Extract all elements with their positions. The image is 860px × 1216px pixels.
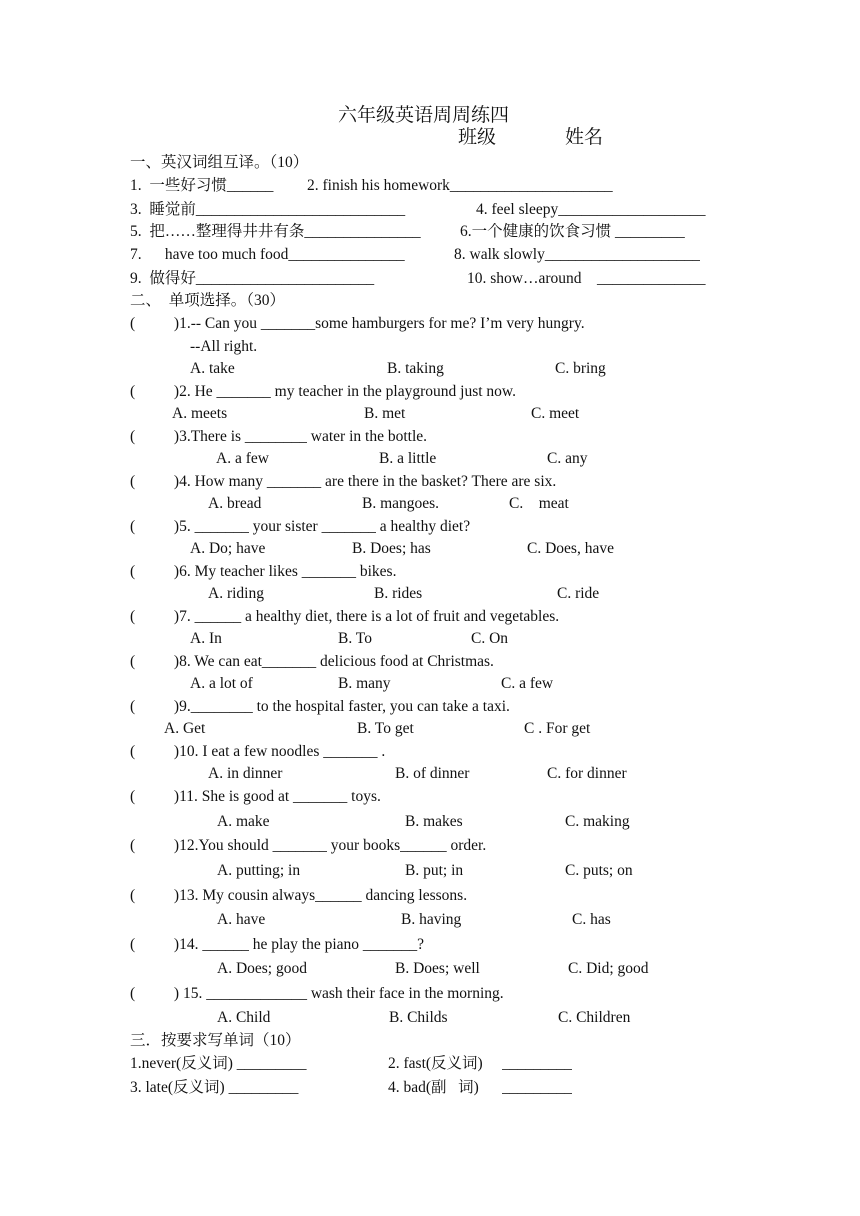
question-2: ( )2. He _______ my teacher in the playground just now. bbox=[130, 383, 516, 400]
q2-option-b: B. met bbox=[364, 405, 406, 422]
question-11: ( )11. She is good at _______ toys. bbox=[130, 788, 381, 805]
q15-option-a: A. Child bbox=[217, 1009, 271, 1026]
q10-option-b: B. of dinner bbox=[395, 765, 470, 782]
question-5: ( )5. _______ your sister _______ a healthy diet? bbox=[130, 518, 471, 535]
section3-heading: 三．按要求写单词（10） bbox=[130, 1032, 301, 1049]
question-9: ( )9.________ to the hospital faster, you can take a taxi. bbox=[130, 698, 510, 715]
q3-option-c: C. any bbox=[547, 450, 588, 467]
s1-item-10: 10. show…around ______________ bbox=[467, 270, 706, 287]
q9-option-c: C . For get bbox=[524, 720, 591, 737]
q14-option-b: B. Does; well bbox=[395, 960, 480, 977]
q8-option-c: C. a few bbox=[501, 675, 554, 692]
name-label: 姓名 bbox=[565, 127, 604, 148]
question-4: ( )4. How many _______ are there in the basket? There are six. bbox=[130, 473, 557, 490]
q1-option-c: C. bring bbox=[555, 360, 606, 377]
q13-option-a: A. have bbox=[217, 911, 266, 928]
question-12: ( )12.You should _______ your books______ order. bbox=[130, 837, 487, 854]
q3-option-a: A. a few bbox=[216, 450, 269, 467]
q5-option-a: A. Do; have bbox=[190, 540, 266, 557]
q11-option-a: A. make bbox=[217, 813, 270, 830]
question-10: ( )10. I eat a few noodles _______ . bbox=[130, 743, 386, 760]
s1-item-8: 8. walk slowly____________________ bbox=[454, 246, 700, 263]
q8-option-a: A. a lot of bbox=[190, 675, 253, 692]
q6-option-a: A. riding bbox=[208, 585, 264, 602]
s1-item-6: 6.一个健康的饮食习惯 _________ bbox=[460, 223, 685, 240]
question-7: ( )7. ______ a healthy diet, there is a lot of fruit and vegetables. bbox=[130, 608, 560, 625]
question-1-reply: --All right. bbox=[190, 338, 258, 355]
question-14: ( )14. ______ he play the piano _______? bbox=[130, 936, 425, 953]
s1-item-3: 3. 睡觉前___________________________ bbox=[130, 201, 406, 218]
section1-heading: 一、英汉词组互译。（10） bbox=[130, 154, 309, 171]
q6-option-b: B. rides bbox=[374, 585, 423, 602]
page-title: 六年级英语周周练四 bbox=[338, 105, 510, 126]
s1-item-5: 5. 把……整理得井井有条_______________ bbox=[130, 223, 421, 240]
q12-option-a: A. putting; in bbox=[217, 862, 301, 879]
q2-option-c: C. meet bbox=[531, 405, 580, 422]
s3-item-4: 4. bad(副 词) _________ bbox=[388, 1079, 572, 1096]
q12-option-b: B. put; in bbox=[405, 862, 464, 879]
s1-item-4: 4. feel sleepy___________________ bbox=[476, 201, 706, 218]
question-15: ( ) 15. _____________ wash their face in the morning. bbox=[130, 985, 504, 1002]
q14-option-c: C. Did; good bbox=[568, 960, 649, 977]
q8-option-b: B. many bbox=[338, 675, 391, 692]
s1-item-2: 2. finish his homework_____________________ bbox=[307, 177, 613, 194]
q11-option-c: C. making bbox=[565, 813, 630, 830]
q15-option-b: B. Childs bbox=[389, 1009, 448, 1026]
q2-option-a: A. meets bbox=[172, 405, 228, 422]
question-13: ( )13. My cousin always______ dancing lessons. bbox=[130, 887, 468, 904]
q9-option-b: B. To get bbox=[357, 720, 414, 737]
s3-item-1: 1.never(反义词) _________ bbox=[130, 1055, 307, 1072]
q1-option-b: B. taking bbox=[387, 360, 444, 377]
q13-option-c: C. has bbox=[572, 911, 611, 928]
q1-option-a: A. take bbox=[190, 360, 235, 377]
q7-option-b: B. To bbox=[338, 630, 372, 647]
s1-item-1: 1. 一些好习惯______ bbox=[130, 177, 274, 194]
q9-option-a: A. Get bbox=[164, 720, 206, 737]
question-1: ( )1.-- Can you _______some hamburgers for me? I’m very hungry. bbox=[130, 315, 585, 332]
q6-option-c: C. ride bbox=[557, 585, 600, 602]
q13-option-b: B. having bbox=[401, 911, 462, 928]
class-label: 班级 bbox=[458, 127, 497, 148]
q7-option-c: C. On bbox=[471, 630, 509, 647]
q12-option-c: C. puts; on bbox=[565, 862, 633, 879]
section2-heading: 二、 单项选择。（30） bbox=[130, 292, 286, 309]
s3-item-3: 3. late(反义词) _________ bbox=[130, 1079, 299, 1096]
s3-item-2: 2. fast(反义词) _________ bbox=[388, 1055, 572, 1072]
q10-option-a: A. in dinner bbox=[208, 765, 283, 782]
q5-option-b: B. Does; has bbox=[352, 540, 431, 557]
q5-option-c: C. Does, have bbox=[527, 540, 614, 557]
question-8: ( )8. We can eat_______ delicious food at Christmas. bbox=[130, 653, 494, 670]
q7-option-a: A. In bbox=[190, 630, 222, 647]
q11-option-b: B. makes bbox=[405, 813, 463, 830]
s1-item-9: 9. 做得好_______________________ bbox=[130, 270, 375, 287]
q4-option-b: B. mangoes. bbox=[362, 495, 440, 512]
q10-option-c: C. for dinner bbox=[547, 765, 627, 782]
question-3: ( )3.There is ________ water in the bottle. bbox=[130, 428, 428, 445]
q3-option-b: B. a little bbox=[379, 450, 437, 467]
question-6: ( )6. My teacher likes _______ bikes. bbox=[130, 563, 397, 580]
q15-option-c: C. Children bbox=[558, 1009, 631, 1026]
q4-option-c: C. meat bbox=[509, 495, 569, 512]
s1-item-7: 7. have too much food_______________ bbox=[130, 246, 405, 263]
q4-option-a: A. bread bbox=[208, 495, 262, 512]
q14-option-a: A. Does; good bbox=[217, 960, 307, 977]
